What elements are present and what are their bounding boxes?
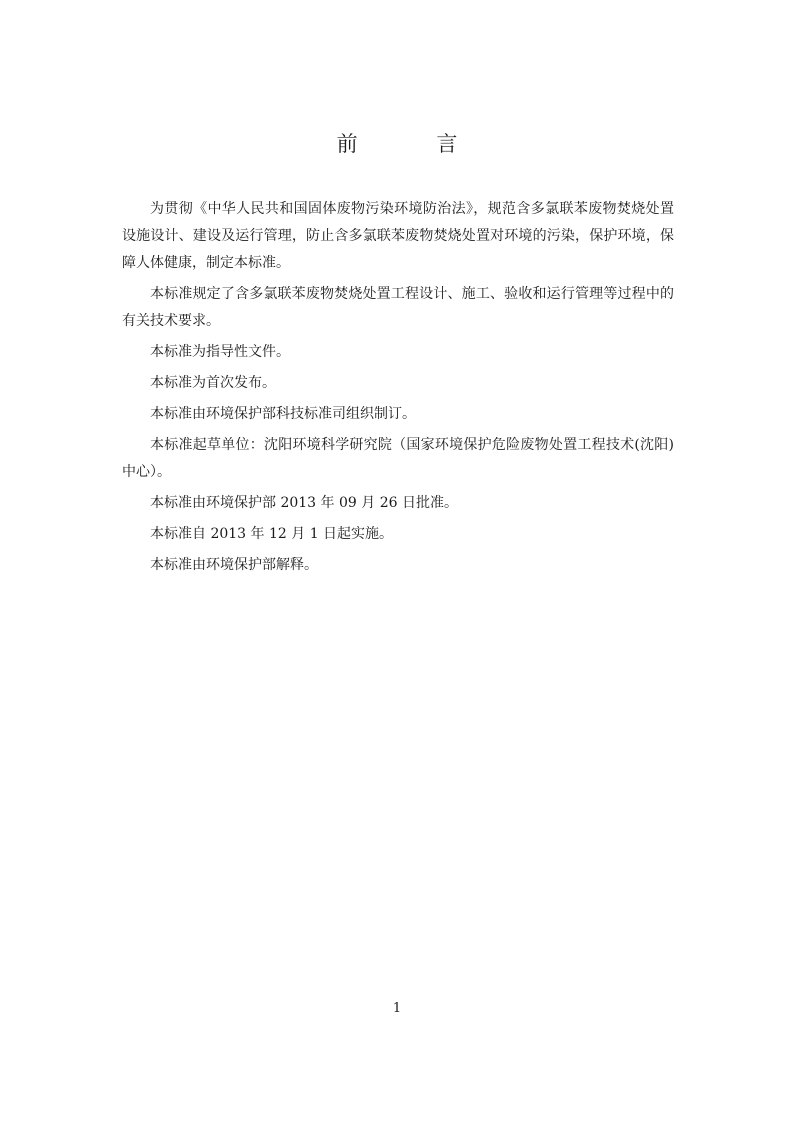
page-number: 1 — [392, 1001, 402, 1016]
paragraph-approval: 本标准由环境保护部 2013 年 09 月 26 日批准。 — [150, 495, 458, 511]
paragraph-organizer: 本标准由环境保护部科技标准司组织制订。 — [150, 406, 416, 422]
paragraph-drafter: 本标准起草单位：沈阳环境科学研究院（国家环境保护危险废物处置工程技术(沈阳)中心）。 — [122, 437, 674, 480]
paragraph-nature: 本标准为指导性文件。 — [150, 344, 290, 360]
paragraph-scope: 本标准规定了含多氯联苯废物焚烧处置工程设计、施工、验收和运行管理等过程中的有关技术要求。 — [122, 286, 674, 329]
paragraph-interpretation: 本标准由环境保护部解释。 — [150, 557, 318, 573]
page-title: 前 言 — [336, 132, 494, 156]
paragraph-effective: 本标准自 2013 年 12 月 1 日起实施。 — [150, 526, 394, 542]
paragraph-release: 本标准为首次发布。 — [150, 375, 276, 391]
paragraph-purpose: 为贯彻《中华人民共和国固体废物污染环境防治法》，规范含多氯联苯废物焚烧处置设施设计、建设及运行管理，防止含多氯联苯废物焚烧处置对环境的污染，保护环境，保障人体健康，制定本标准。 — [122, 201, 674, 271]
preface-body — [122, 196, 674, 583]
